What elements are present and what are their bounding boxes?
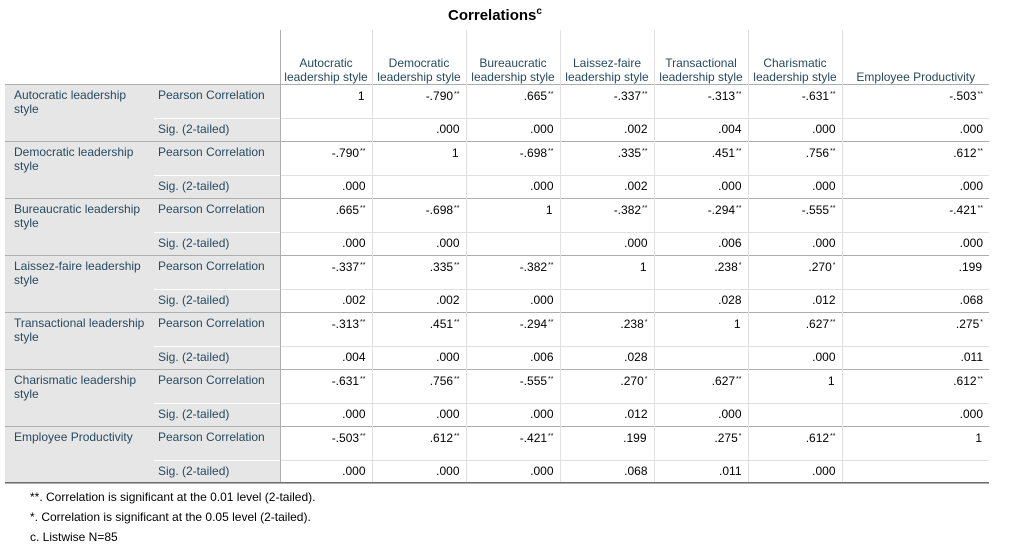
sig-two-tailed-label: Sig. (2-tailed): [154, 289, 280, 312]
significance-value: .004: [654, 118, 748, 141]
footnote: c. Listwise N=85: [30, 530, 118, 544]
significance-value: .011: [654, 460, 748, 483]
correlation-value-cell: [560, 369, 654, 403]
significance-value: .000: [842, 118, 989, 141]
column-header: Bureaucratic leadership style: [466, 30, 560, 84]
correlation-value: -.555: [519, 373, 548, 388]
correlation-value: .199: [958, 259, 982, 274]
pearson-correlation-label: Pearson Correlation: [154, 312, 280, 346]
correlation-value: 1: [827, 373, 835, 388]
correlation-value: -.421: [519, 430, 548, 445]
significance-mark: **: [830, 204, 836, 212]
sig-two-tailed-label: Sig. (2-tailed): [154, 118, 280, 141]
footnotes: [30, 487, 315, 547]
correlation-value: -.698: [519, 145, 548, 160]
correlation-value-cell: [280, 84, 372, 118]
correlation-value: .756: [805, 145, 830, 160]
significance-value: .000: [748, 346, 842, 369]
correlation-value: .612: [429, 430, 454, 445]
significance-mark: **: [548, 318, 554, 326]
significance-value: .000: [466, 175, 560, 198]
row-variable-label: Charismatic leadership style: [5, 369, 154, 426]
pearson-row: [5, 312, 989, 346]
correlation-value-cell: [466, 84, 560, 118]
correlation-value: 1: [639, 259, 647, 274]
significance-mark: **: [360, 147, 366, 155]
significance-value: [654, 346, 748, 369]
significance-mark: **: [548, 147, 554, 155]
significance-value: .068: [560, 460, 654, 483]
significance-value: .000: [280, 175, 372, 198]
significance-mark: **: [548, 90, 554, 98]
correlation-value-cell: [372, 141, 466, 175]
significance-value: .000: [280, 460, 372, 483]
footnote-divider: [5, 482, 989, 483]
correlation-value: -.503: [949, 88, 977, 103]
column-header: Democratic leadership style: [372, 30, 466, 84]
pearson-row: [5, 198, 989, 232]
significance-value: [560, 289, 654, 312]
significance-mark: **: [736, 147, 742, 155]
correlation-value-cell: [280, 426, 372, 460]
correlation-value-cell: [560, 141, 654, 175]
column-header: Transactional leadership style: [654, 30, 748, 84]
significance-value: .000: [372, 232, 466, 255]
significance-value: .028: [654, 289, 748, 312]
pearson-row: [5, 426, 989, 460]
significance-value: .000: [372, 460, 466, 483]
correlation-value-cell: [372, 426, 466, 460]
sig-two-tailed-label: Sig. (2-tailed): [154, 346, 280, 369]
significance-value: .002: [560, 175, 654, 198]
correlation-value: .238: [714, 259, 738, 274]
significance-mark: *: [644, 375, 648, 383]
significance-value: [466, 232, 560, 255]
row-variable-label: Employee Productivity: [5, 426, 154, 483]
pearson-correlation-label: Pearson Correlation: [154, 369, 280, 403]
correlation-value-cell: [372, 255, 466, 289]
significance-mark: **: [977, 90, 983, 98]
significance-value: .000: [748, 460, 842, 483]
significance-value: [372, 175, 466, 198]
footnote: **. Correlation is significant at the 0.01 level (2-tailed).: [30, 490, 316, 504]
correlation-value-cell: [280, 312, 372, 346]
correlation-value-cell: [842, 198, 989, 232]
correlation-value: -.555: [801, 202, 830, 217]
pearson-row: [5, 141, 989, 175]
pearson-row: [5, 255, 989, 289]
significance-value: .012: [748, 289, 842, 312]
correlation-value-cell: [654, 198, 748, 232]
pearson-row: [5, 369, 989, 403]
significance-mark: **: [454, 90, 460, 98]
sig-two-tailed-label: Sig. (2-tailed): [154, 460, 280, 483]
significance-mark: **: [642, 147, 648, 155]
pearson-correlation-label: Pearson Correlation: [154, 255, 280, 289]
correlation-value: -.503: [331, 430, 360, 445]
significance-mark: **: [454, 432, 460, 440]
correlation-value-cell: [748, 141, 842, 175]
significance-value: .002: [372, 289, 466, 312]
significance-value: .000: [280, 232, 372, 255]
correlation-value: -.337: [613, 88, 642, 103]
significance-value: .000: [466, 460, 560, 483]
significance-mark: **: [454, 375, 460, 383]
column-header: Employee Productivity: [842, 30, 989, 84]
correlation-value: .612: [953, 145, 977, 160]
significance-mark: **: [736, 375, 742, 383]
correlation-value: -.337: [331, 259, 360, 274]
correlation-value-cell: [466, 141, 560, 175]
correlation-value-cell: [560, 312, 654, 346]
row-variable-label: Bureaucratic leadership style: [5, 198, 154, 255]
correlation-value-cell: [842, 369, 989, 403]
correlation-value-cell: [466, 312, 560, 346]
correlation-value-cell: [842, 84, 989, 118]
correlation-value: .335: [617, 145, 642, 160]
column-header: Charismatic leadership style: [748, 30, 842, 84]
significance-mark: *: [738, 261, 742, 269]
correlation-value-cell: [842, 141, 989, 175]
correlation-value: 1: [733, 316, 741, 331]
correlation-value-cell: [654, 312, 748, 346]
significance-mark: **: [977, 147, 983, 155]
correlation-value-cell: [654, 84, 748, 118]
correlation-value-cell: [372, 369, 466, 403]
significance-mark: **: [830, 432, 836, 440]
column-header-row: [5, 30, 989, 84]
significance-mark: **: [360, 204, 366, 212]
sig-two-tailed-label: Sig. (2-tailed): [154, 175, 280, 198]
significance-mark: *: [644, 318, 648, 326]
pearson-correlation-label: Pearson Correlation: [154, 141, 280, 175]
footnote: *. Correlation is significant at the 0.05 level (2-tailed).: [30, 510, 311, 524]
correlation-value: .451: [711, 145, 736, 160]
correlation-value: -.421: [949, 202, 977, 217]
significance-mark: **: [454, 318, 460, 326]
row-variable-label: Autocratic leadership style: [5, 84, 154, 141]
significance-value: .000: [466, 118, 560, 141]
correlation-value-cell: [748, 198, 842, 232]
correlation-value-cell: [654, 369, 748, 403]
correlation-value: -.313: [331, 316, 360, 331]
significance-mark: *: [738, 432, 742, 440]
correlation-value: .275: [714, 430, 738, 445]
significance-value: .000: [654, 175, 748, 198]
correlation-value-cell: [748, 255, 842, 289]
table-title-footnote-mark: c: [536, 6, 542, 17]
correlation-value-cell: [466, 255, 560, 289]
column-header: Autocratic leadership style: [280, 30, 372, 84]
significance-value: .000: [466, 403, 560, 426]
correlation-value-cell: [280, 198, 372, 232]
correlation-value-cell: [748, 84, 842, 118]
significance-mark: **: [548, 432, 554, 440]
significance-mark: **: [830, 147, 836, 155]
correlation-value-cell: [654, 255, 748, 289]
significance-mark: **: [454, 204, 460, 212]
correlation-value: .665: [523, 88, 548, 103]
significance-value: .002: [280, 289, 372, 312]
significance-mark: **: [830, 318, 836, 326]
significance-value: .000: [654, 403, 748, 426]
correlation-value: -.294: [519, 316, 548, 331]
correlation-value: -.790: [331, 145, 360, 160]
correlation-value: .627: [805, 316, 830, 331]
significance-value: .004: [280, 346, 372, 369]
significance-mark: *: [832, 261, 836, 269]
correlation-value-cell: [748, 426, 842, 460]
significance-mark: **: [736, 90, 742, 98]
correlations-table: [5, 30, 989, 484]
significance-value: .000: [842, 403, 989, 426]
corner-cell: [154, 30, 280, 84]
correlation-value: .270: [620, 373, 644, 388]
significance-value: .006: [654, 232, 748, 255]
pearson-correlation-label: Pearson Correlation: [154, 198, 280, 232]
significance-value: .000: [372, 118, 466, 141]
correlation-value: 1: [451, 145, 459, 160]
correlation-value-cell: [748, 312, 842, 346]
significance-mark: **: [642, 204, 648, 212]
correlation-value-cell: [280, 141, 372, 175]
correlation-value: .238: [620, 316, 644, 331]
correlation-value-cell: [560, 426, 654, 460]
table-title-text: Correlations: [448, 7, 537, 24]
correlation-value: 1: [975, 430, 982, 445]
correlation-value: -.313: [707, 88, 736, 103]
pearson-row: [5, 84, 989, 118]
correlation-value: 1: [357, 88, 365, 103]
significance-value: .000: [560, 232, 654, 255]
significance-mark: **: [360, 318, 366, 326]
significance-value: .000: [842, 232, 989, 255]
significance-mark: **: [642, 90, 648, 98]
correlation-value-cell: [842, 426, 989, 460]
significance-mark: **: [548, 375, 554, 383]
table-title: [0, 6, 990, 24]
correlation-value-cell: [842, 255, 989, 289]
correlation-value: .199: [623, 430, 647, 445]
correlation-value: .665: [335, 202, 360, 217]
significance-value: .000: [748, 232, 842, 255]
significance-mark: **: [360, 375, 366, 383]
significance-value: [748, 403, 842, 426]
significance-mark: **: [736, 204, 742, 212]
correlation-value: -.698: [425, 202, 454, 217]
correlation-value: .627: [711, 373, 736, 388]
sig-two-tailed-label: Sig. (2-tailed): [154, 232, 280, 255]
significance-mark: **: [977, 204, 983, 212]
correlation-value-cell: [842, 312, 989, 346]
significance-value: .012: [560, 403, 654, 426]
pearson-correlation-label: Pearson Correlation: [154, 84, 280, 118]
correlation-value-cell: [372, 84, 466, 118]
row-variable-label: Democratic leadership style: [5, 141, 154, 198]
correlation-value: -.631: [801, 88, 830, 103]
correlation-value: -.382: [519, 259, 548, 274]
correlation-value-cell: [466, 426, 560, 460]
significance-value: .000: [842, 175, 989, 198]
significance-value: [842, 460, 989, 483]
significance-value: .011: [842, 346, 989, 369]
significance-mark: **: [830, 90, 836, 98]
significance-value: .000: [280, 403, 372, 426]
significance-value: .000: [748, 118, 842, 141]
row-variable-label: Laissez-faire leadership style: [5, 255, 154, 312]
correlation-value-cell: [372, 312, 466, 346]
significance-value: .028: [560, 346, 654, 369]
significance-value: .000: [372, 403, 466, 426]
significance-value: .002: [560, 118, 654, 141]
significance-mark: **: [548, 261, 554, 269]
correlation-value: -.294: [707, 202, 736, 217]
significance-value: .000: [748, 175, 842, 198]
correlation-value-cell: [560, 198, 654, 232]
correlation-value: -.382: [613, 202, 642, 217]
row-variable-label: Transactional leadership style: [5, 312, 154, 369]
correlation-value: .275: [955, 316, 980, 331]
significance-mark: **: [360, 261, 366, 269]
significance-mark: **: [977, 375, 983, 383]
correlation-value-cell: [280, 369, 372, 403]
correlation-value-cell: [560, 255, 654, 289]
correlation-value-cell: [560, 84, 654, 118]
significance-mark: **: [360, 432, 366, 440]
correlation-value: -.631: [331, 373, 360, 388]
correlation-value: .335: [429, 259, 454, 274]
significance-value: .000: [466, 289, 560, 312]
correlation-value: .612: [805, 430, 830, 445]
correlation-value: 1: [545, 202, 553, 217]
significance-value: .068: [842, 289, 989, 312]
correlation-value: .451: [429, 316, 454, 331]
corner-cell: [5, 30, 154, 84]
column-header: Laissez-faire leadership style: [560, 30, 654, 84]
correlation-value: .270: [808, 259, 832, 274]
table-body: [5, 84, 989, 483]
significance-mark: *: [980, 318, 983, 326]
correlation-value-cell: [654, 141, 748, 175]
sig-two-tailed-label: Sig. (2-tailed): [154, 403, 280, 426]
significance-mark: **: [454, 261, 460, 269]
significance-value: .006: [466, 346, 560, 369]
significance-value: [280, 118, 372, 141]
correlation-value: .756: [429, 373, 454, 388]
correlation-value-cell: [280, 255, 372, 289]
correlation-value-cell: [372, 198, 466, 232]
correlation-value-cell: [466, 369, 560, 403]
correlation-value-cell: [748, 369, 842, 403]
significance-value: .000: [372, 346, 466, 369]
correlation-value: -.790: [425, 88, 454, 103]
correlation-value-cell: [466, 198, 560, 232]
correlation-value: .612: [953, 373, 977, 388]
pearson-correlation-label: Pearson Correlation: [154, 426, 280, 460]
correlation-value-cell: [654, 426, 748, 460]
